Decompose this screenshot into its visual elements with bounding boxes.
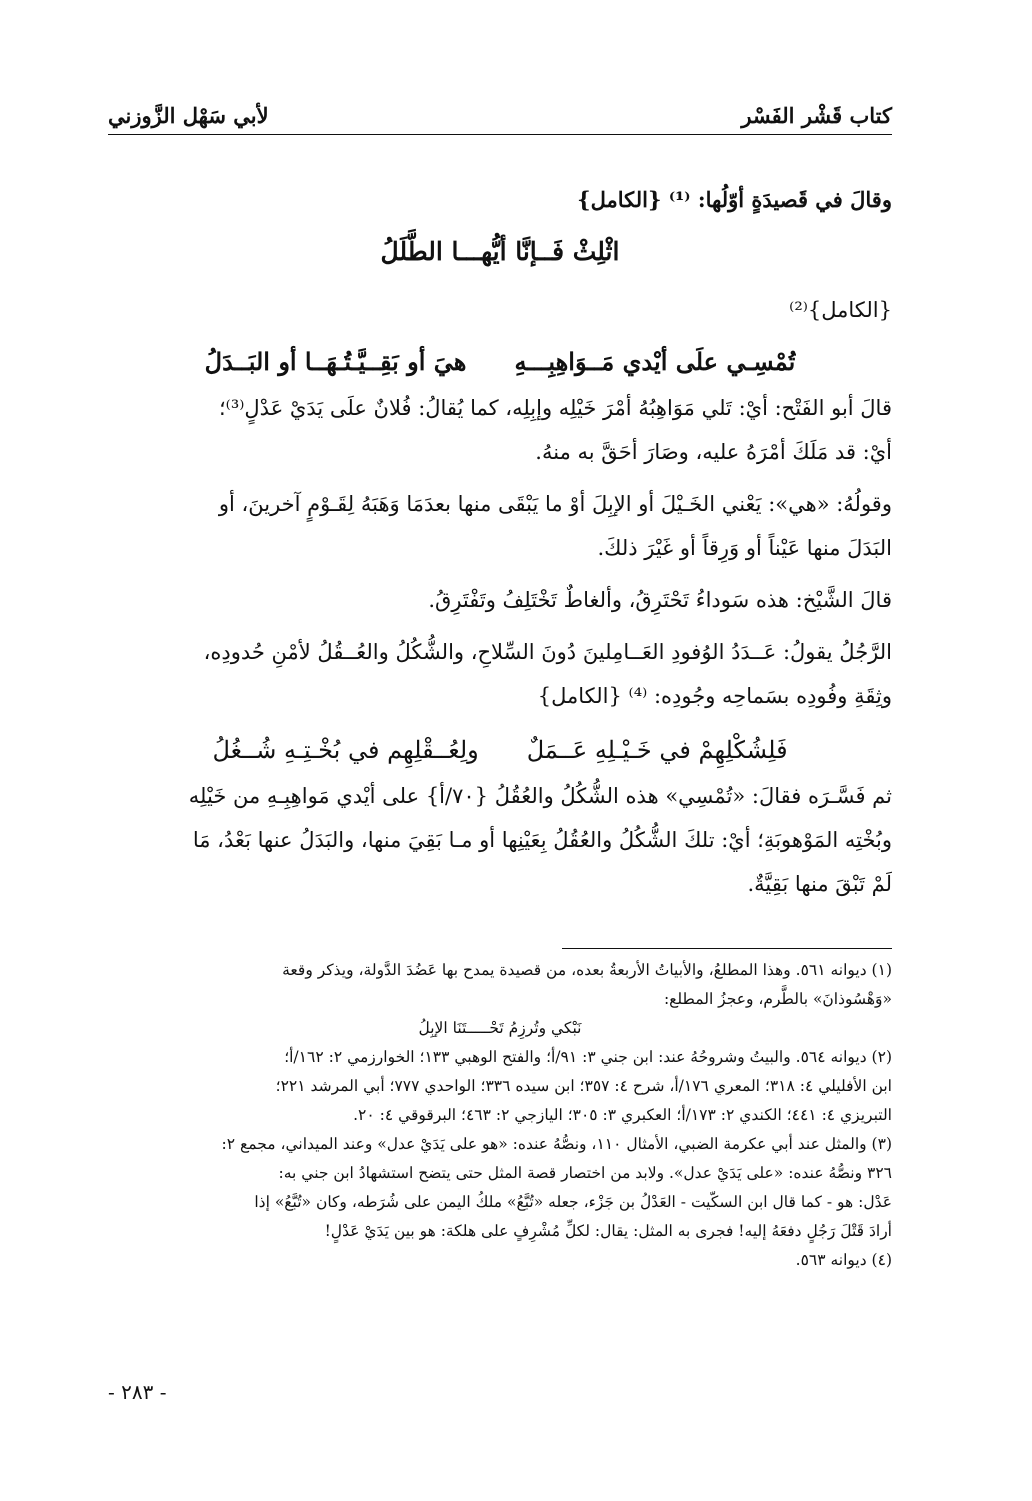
commentary-abu-alfath <box>108 386 892 474</box>
text-line: قالَ الشَّيْخ: هذه سَوداءُ تَحْتَرِقُ، وألغاطٌ تَخْتَلِفُ وتَفْتَرِقُ. <box>428 588 892 612</box>
author-name: لأبي سَهْل الزَّوزني <box>108 103 269 128</box>
footnote-3-line: (٣) والمثل عند أبي عكرمة الضبي، الأمثال ١١٠، ونصُّهُ عنده: «هو على يَدَيْ عدل» وعند الميداني، مجمع ٢: <box>221 1135 892 1153</box>
verse-2-second-hemistich: ولِعُــقْلِهِم في بُخْـتِـهِ شُــغُلُ <box>212 736 479 764</box>
text-line: لَمْ تَبْقَ منها بَقِيَّةٌ. <box>747 872 892 896</box>
footnote-3-line: عَدْل: هو - كما قال ابن السكّيت - العَدْلُ بن جَزْء، جعله «تُبَّعُ» ملكُ اليمن على شُرَطه، وكان «تُبَّعُ» إذا <box>254 1193 892 1211</box>
text-line: وبُخْتِه المَوْهوبَةِ؛ أيْ: تلكَ الشُّكُلُ والعُقُلُ بِعَيْنِها أو مـا بَقِيَ منها، والبَدَلُ عنها بَعْدُ، مَا <box>192 828 892 852</box>
commentary-hiya <box>108 482 892 570</box>
text-line: الرَّجُلُ يقولُ: عَــدَدُ الوُفودِ العَــامِلينَ دُونَ السِّلاحِ، والشُّكُلُ والعُــقُلُ لأمْنِ حُدودِه، <box>203 640 892 664</box>
page-number: - ٢٨٣ - <box>108 1380 167 1404</box>
verse-2 <box>108 726 892 774</box>
text-line: قالَ أبو الفَتْح: أيْ: تَلي مَوَاهِبُهُ أمْرَ خَيْلِه وإبِلِه، كما يُقالُ: فُلانٌ علَى يَدَيْ عَدْلٍ⁽³⁾؛ <box>218 396 892 420</box>
meter-label: {الكامل}⁽²⁾ <box>789 298 892 322</box>
footnote-divider <box>562 948 892 949</box>
text-line: وقولُهُ: «هي»: يَعْني الخَـيْلَ أو الإبِلَ أوْ ما يَبْقَى منها بعدَمَا وَهَبَهُ لِقَـوْمٍ آخرينَ، أو <box>218 492 892 516</box>
footnote-1-verse: نَبْكي وتُرزِمُ تَحْـــــتَنَا الإبِلُ <box>418 1019 582 1037</box>
poem-intro: وقالَ في قَصيدَةٍ أوّلُها: ⁽¹⁾ {الكامل} <box>577 187 892 212</box>
text-line: أيْ: قد مَلَكَ أمْرَهُ عليه، وصَارَ أحَقَّ به منهُ. <box>535 440 892 464</box>
footnote-3-line: ٣٢٦ ونصُّهُ عنده: «على يَدَيْ عدل». ولابد من اختصار قصة المثل حتى يتضح استشهادُ ابن جني به: <box>278 1164 892 1182</box>
footnotes <box>108 956 892 1275</box>
footnote-3-line: أرادَ قَتْلَ رَجُلٍ دفعَهُ إليه! فجرى به المثل: يقال: لكلِّ مُشْرِفٍ على هلكة: هو بين يَدَيْ عَدْلٍ! <box>324 1222 892 1240</box>
text-line: وثِقَةِ وفُودِه بسَماحِه وجُودِه: ⁽⁴⁾ {الكامل} <box>537 684 892 708</box>
footnote-1-line: «وَهْسُوذانَ» بالطَّرم، وعجزُ المطلع: <box>663 990 892 1008</box>
text-line: ثم فَسَّـرَه فقالَ: «تُمْسِي» هذه الشُّكُلُ والعُقُلُ {٧٠/أ} على أيْدي مَواهِبِـهِ من خَيْلِه <box>188 784 892 808</box>
verse-2-first-hemistich: فَلِشُكْلِهِمْ في خَـيْـلِهِ عَــمَلٌ <box>526 736 788 764</box>
running-header <box>108 88 892 135</box>
footnote-4: (٤) ديوانه ٥٦٣. <box>795 1251 892 1269</box>
verse-1-second-hemistich: هيَ أو بَقِــيَّـتُـهَــا أو البَــدَلُ <box>204 347 467 376</box>
commentary-rajul <box>108 630 892 718</box>
footnote-2-line: ابن الأفليلي ٤: ٣١٨؛ المعري ١٧٦/أ، شرح ٤: ٣٥٧؛ ابن سيده ٣٣٦؛ الواحدي ٧٧٧؛ أبي المرشد ٢٢١؛ <box>275 1077 892 1095</box>
verse-1-first-hemistich: تُمْسِـي علَى أيْدي مَــوَاهِبِـــهِ <box>514 347 796 376</box>
footnote-2-line: (٢) ديوانه ٥٦٤. والبيتُ وشروحُهُ عند: ابن جني ٣: ٩١/أ؛ والفتح الوهبي ١٣٣؛ الخوارزمي ٢: ١٦٢/أ؛ <box>284 1048 892 1066</box>
main-text <box>108 178 892 914</box>
footnote-2-line: التبريزي ٤: ٤٤١؛ الكندي ٢: ١٧٣/أ؛ العكبري ٣: ٣٠٥؛ اليازجي ٢: ٤٦٣؛ البرقوقي ٤: ٢٠. <box>353 1106 892 1124</box>
text-line: البَدَلَ منها عَيْناً أو وَرِقاً أو غَيْرَ ذلكَ. <box>597 536 892 560</box>
commentary-tafsir <box>108 774 892 906</box>
book-title: كتاب قَشْر الفَسْر <box>741 103 892 128</box>
commentary-shaykh <box>108 578 892 622</box>
opening-hemistich: اثْلِثْ فَــإنَّا أيُّهـــا الطَّلَلُ <box>380 237 620 266</box>
footnote-1-line: (١) ديوانه ٥٦١. وهذا المطلعُ، والأبياتُ الأربعةُ بعده، من قصيدة يمدح بها عَضُدَ الدَّولة، ويذكر وقعة <box>282 961 892 979</box>
verse-1 <box>108 338 892 386</box>
